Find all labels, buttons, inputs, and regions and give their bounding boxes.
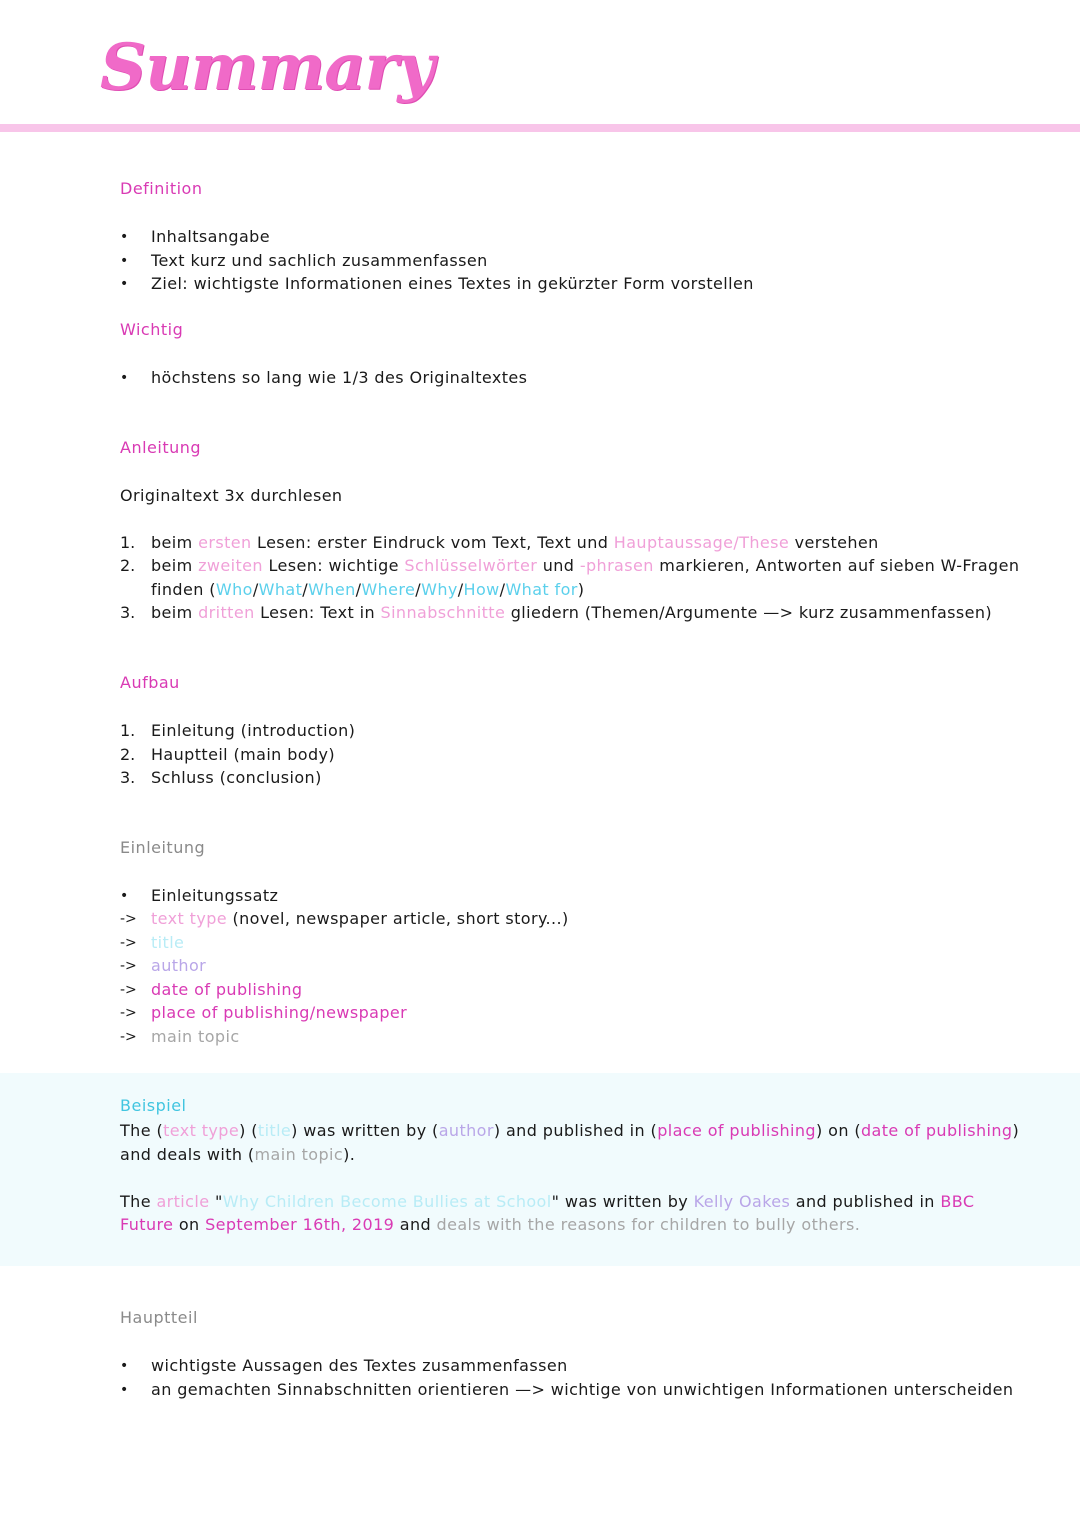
topic-item: main topic: [151, 1027, 240, 1046]
arrow: ->: [120, 958, 137, 974]
list-item: Ziel: wichtigste Informationen eines Textes in gekürzter Form vorstellen: [151, 274, 754, 293]
text-type-item: text type (novel, newspaper article, short story...): [151, 909, 569, 928]
arrow: ->: [120, 1005, 137, 1021]
heading-aufbau: Aufbau: [120, 673, 180, 692]
bullet: •: [120, 229, 129, 245]
title-underline: [0, 124, 1080, 132]
example-template-line-2: and deals with (main topic).: [120, 1145, 356, 1164]
list-item: höchstens so lang wie 1/3 des Originaltextes: [151, 368, 528, 387]
heading-wichtig: Wichtig: [120, 320, 184, 339]
example-sentence-line-2: Future on September 16th, 2019 and deals with the reasons for children to bully others.: [120, 1215, 861, 1234]
list-item: Einleitungssatz: [151, 886, 279, 905]
place-item: place of publishing/newspaper: [151, 1003, 408, 1022]
bullet: •: [120, 370, 129, 386]
list-item: an gemachten Sinnabschnitten orientieren —> wichtige von unwichtigen Informationen unterscheiden: [151, 1380, 1014, 1399]
bullet: •: [120, 276, 129, 292]
heading-definition: Definition: [120, 179, 203, 198]
item-number: 1.: [120, 721, 136, 740]
step-2-continued: finden (Who/What/When/Where/Why/How/What for): [151, 580, 585, 599]
list-item: Inhaltsangabe: [151, 227, 270, 246]
step-number: 3.: [120, 603, 136, 622]
step-number: 1.: [120, 533, 136, 552]
step-number: 2.: [120, 556, 136, 575]
author-item: author: [151, 956, 207, 975]
bullet: •: [120, 1358, 129, 1374]
item-number: 3.: [120, 768, 136, 787]
list-item: Hauptteil (main body): [151, 745, 336, 764]
list-item: wichtigste Aussagen des Textes zusammenfassen: [151, 1356, 568, 1375]
arrow: ->: [120, 1029, 137, 1045]
bullet: •: [120, 1382, 129, 1398]
arrow: ->: [120, 935, 137, 951]
bullet: •: [120, 888, 129, 904]
example-sentence-line-1: The article "Why Children Become Bullies at School" was written by Kelly Oakes and published in BBC: [120, 1192, 975, 1211]
page-title: Summary: [100, 30, 434, 105]
step-2: beim zweiten Lesen: wichtige Schlüsselwörter und -phrasen markieren, Antworten auf sieben W-Fragen: [151, 556, 1020, 575]
step-3: beim dritten Lesen: Text in Sinnabschnitte gliedern (Themen/Argumente —> kurz zusammenfassen): [151, 603, 993, 622]
heading-einleitung: Einleitung: [120, 838, 206, 857]
item-number: 2.: [120, 745, 136, 764]
example-template-line-1: The (text type) (title) was written by (author) and published in (place of publishing) on (date of publishing): [120, 1121, 1020, 1140]
anleitung-intro: Originaltext 3x durchlesen: [120, 486, 343, 505]
list-item: Schluss (conclusion): [151, 768, 322, 787]
list-item: Einleitung (introduction): [151, 721, 356, 740]
bullet: •: [120, 253, 129, 269]
title-item: title: [151, 933, 185, 952]
arrow: ->: [120, 911, 137, 927]
heading-anleitung: Anleitung: [120, 438, 202, 457]
list-item: Text kurz und sachlich zusammenfassen: [151, 251, 488, 270]
date-item: date of publishing: [151, 980, 303, 999]
heading-hauptteil: Hauptteil: [120, 1308, 198, 1327]
arrow: ->: [120, 982, 137, 998]
step-1: beim ersten Lesen: erster Eindruck vom Text, Text und Hauptaussage/These verstehen: [151, 533, 879, 552]
heading-beispiel: Beispiel: [120, 1096, 187, 1115]
